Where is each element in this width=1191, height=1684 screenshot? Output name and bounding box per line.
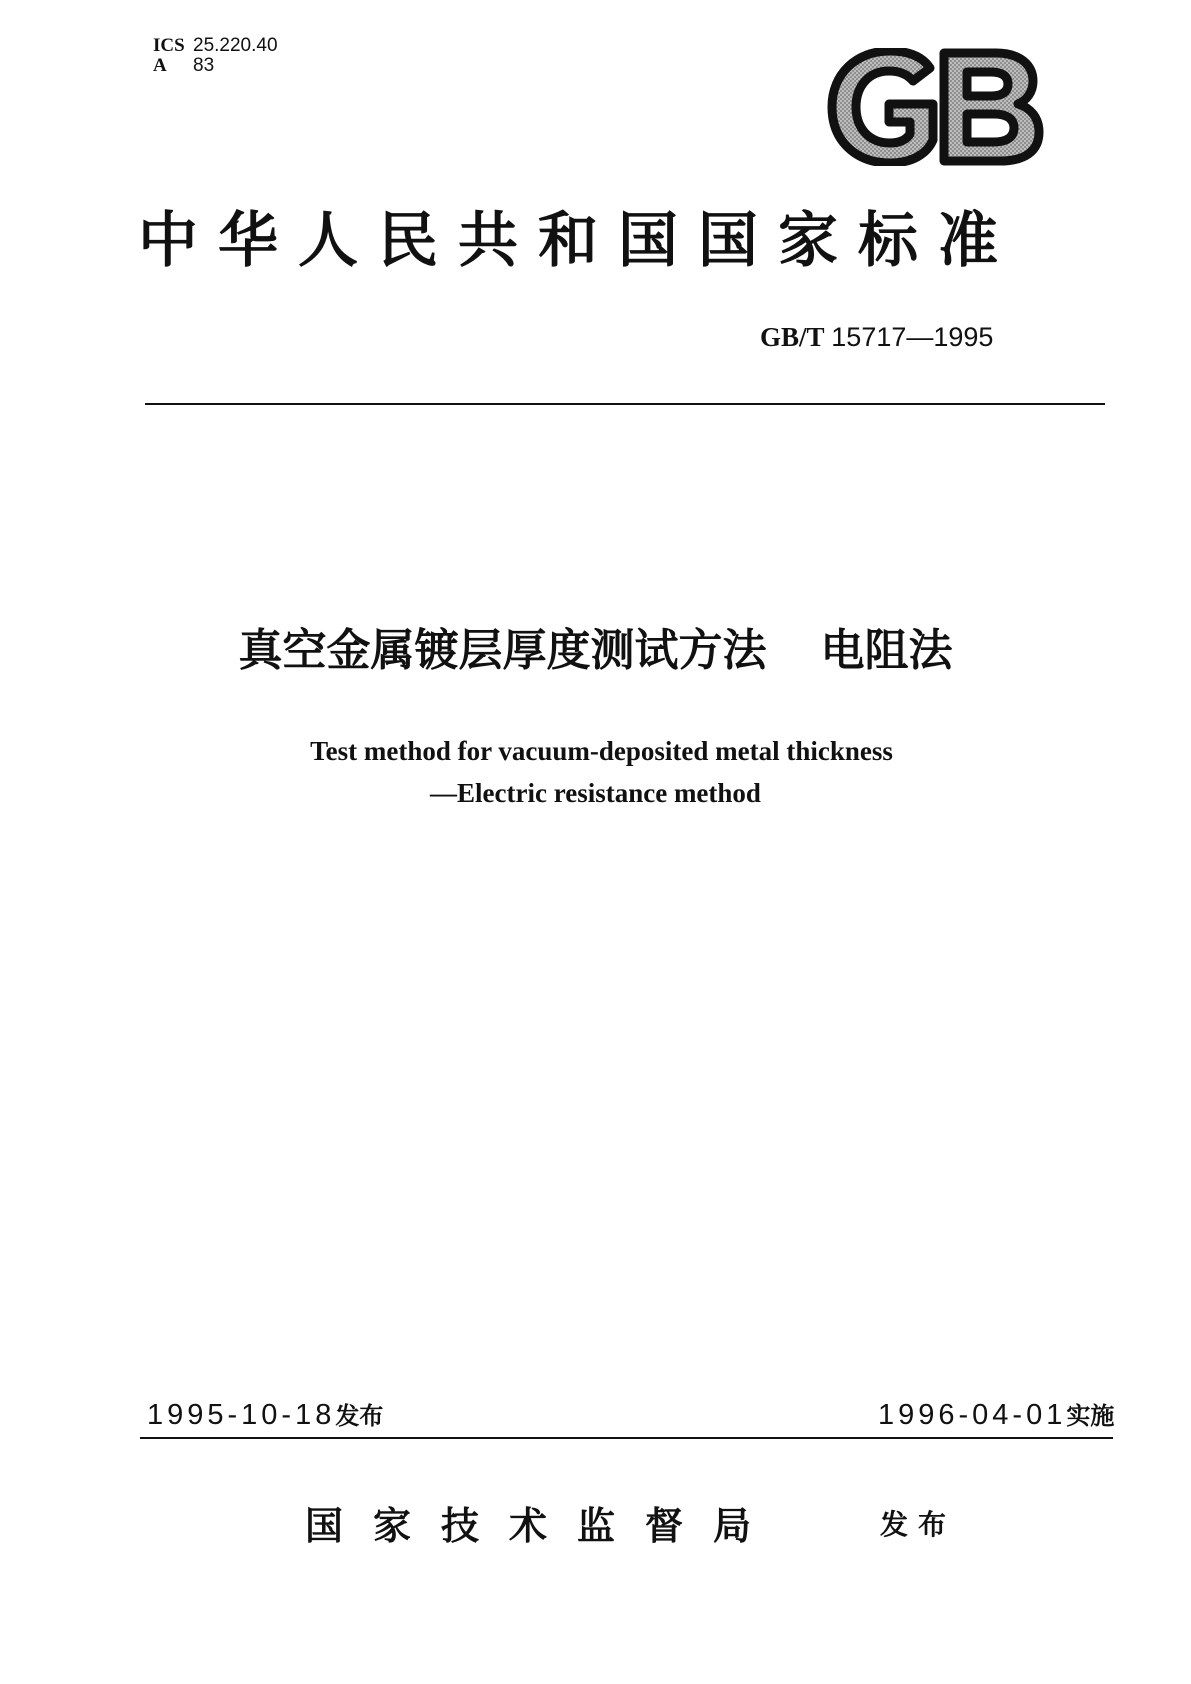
standard-prefix: GB/T bbox=[760, 322, 825, 352]
chinese-title-sub: 电阻法 bbox=[820, 625, 953, 676]
ics-code-row bbox=[153, 36, 278, 56]
ccs-code-row bbox=[153, 56, 278, 76]
ics-value: 25.220.40 bbox=[193, 35, 278, 56]
issue-date-value: 1995-10-18 bbox=[147, 1399, 336, 1431]
english-title-line-2: —Electric resistance method bbox=[430, 778, 761, 808]
standard-number bbox=[760, 322, 1060, 353]
publisher-suffix: 发布 bbox=[880, 1508, 957, 1541]
standard-number-value: 15717—1995 bbox=[831, 322, 994, 352]
implementation-date-value: 1996-04-01 bbox=[878, 1399, 1067, 1431]
classification-block bbox=[153, 36, 278, 76]
national-standard-title: 中华人民共和国国家标准 bbox=[138, 206, 1018, 276]
implementation-date bbox=[878, 1396, 1114, 1432]
top-divider bbox=[145, 403, 1105, 405]
chinese-title-main: 真空金属镀层厚度测试方法 bbox=[238, 625, 767, 676]
chinese-title bbox=[0, 623, 1191, 679]
publisher-name: 国家技术监督局 bbox=[305, 1504, 782, 1548]
ccs-label: A bbox=[153, 55, 167, 76]
issue-date bbox=[147, 1396, 383, 1432]
bottom-divider bbox=[140, 1437, 1113, 1439]
gb-logo-icon bbox=[826, 48, 1044, 166]
ics-label: ICS bbox=[153, 35, 185, 56]
issue-date-suffix: 发布 bbox=[335, 1402, 384, 1430]
ccs-value: 83 bbox=[193, 55, 215, 76]
english-title-line-1: Test method for vacuum-deposited metal thickness bbox=[310, 736, 893, 766]
implementation-date-suffix: 实施 bbox=[1066, 1402, 1115, 1430]
